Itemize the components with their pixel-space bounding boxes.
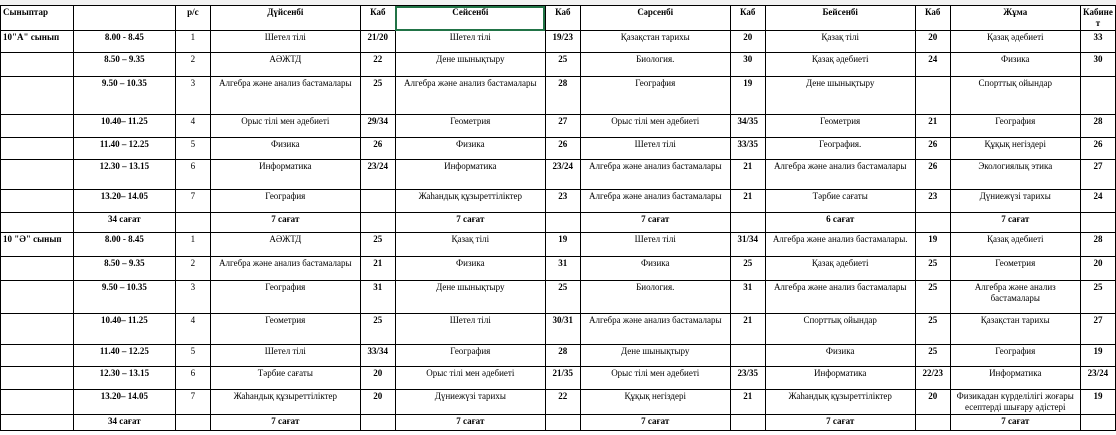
room-header[interactable]: Каб: [915, 6, 950, 31]
lesson-number[interactable]: 6: [175, 160, 210, 190]
room-cell[interactable]: 33/34: [360, 345, 395, 367]
weekly-total[interactable]: 34 сағат: [73, 213, 175, 233]
subject-cell[interactable]: География: [580, 77, 730, 115]
class-cell[interactable]: [1, 415, 74, 431]
subject-cell[interactable]: Физика: [765, 345, 915, 367]
subject-cell[interactable]: Алгебра және анализ бастамалары: [395, 77, 545, 115]
table-row: [1, 281, 1116, 314]
empty-cell[interactable]: [175, 415, 210, 431]
room-cell[interactable]: 20: [360, 367, 395, 390]
subject-cell[interactable]: Қазақ әдебиеті: [765, 53, 915, 77]
room-cell[interactable]: [730, 345, 765, 367]
subject-cell[interactable]: Орыс тілі мен әдебиеті: [580, 115, 730, 138]
room-cell[interactable]: 34/35: [730, 115, 765, 138]
room-cell[interactable]: 25: [545, 53, 580, 77]
room-header[interactable]: Каб: [730, 6, 765, 31]
room-cell[interactable]: 19: [545, 233, 580, 257]
day-total[interactable]: 7 сағат: [580, 415, 730, 431]
subject-cell[interactable]: Қазақстан тарихы: [950, 314, 1080, 345]
subject-cell[interactable]: Физика: [210, 138, 360, 160]
room-cell[interactable]: 27: [1080, 160, 1115, 190]
friday-header[interactable]: Жұма: [950, 6, 1080, 31]
empty-cell[interactable]: [730, 213, 765, 233]
room-cell[interactable]: 33/35: [730, 138, 765, 160]
subject-cell[interactable]: География: [395, 345, 545, 367]
subject-cell[interactable]: Информатика: [210, 160, 360, 190]
room-cell[interactable]: 22: [545, 390, 580, 415]
class-label[interactable]: 10"А" сынып: [1, 31, 74, 53]
room-cell[interactable]: 21: [730, 190, 765, 213]
subject-cell[interactable]: Дене шынықтыру: [580, 345, 730, 367]
lesson-time[interactable]: 8.50 – 9.35: [73, 53, 175, 77]
subject-cell[interactable]: Физика: [395, 138, 545, 160]
subject-cell[interactable]: Алгебра және анализ бастамалары: [950, 281, 1080, 314]
room-cell[interactable]: 23/24: [360, 160, 395, 190]
room-cell[interactable]: 25: [360, 77, 395, 115]
room-cell[interactable]: 22: [360, 53, 395, 77]
room-cell[interactable]: 26: [545, 138, 580, 160]
table-row: [1, 367, 1116, 390]
table-row: [1, 314, 1116, 345]
room-cell[interactable]: 21: [730, 314, 765, 345]
room-cell[interactable]: 19: [915, 233, 950, 257]
class-cell[interactable]: [1, 138, 74, 160]
room-cell[interactable]: 24: [915, 53, 950, 77]
room-cell[interactable]: 22/23: [915, 367, 950, 390]
room-cell[interactable]: 20: [915, 390, 950, 415]
subject-cell[interactable]: Алгебра және анализ бастамалары: [580, 314, 730, 345]
room-cell[interactable]: 30/31: [545, 314, 580, 345]
class-cell[interactable]: [1, 390, 74, 415]
monday-header[interactable]: Дүйсенбі: [210, 6, 360, 31]
subject-cell[interactable]: География.: [765, 138, 915, 160]
subject-cell[interactable]: Алгебра және анализ бастамалары: [580, 160, 730, 190]
thursday-header[interactable]: Бейсенбі: [765, 6, 915, 31]
ps-header[interactable]: р/с: [175, 6, 210, 31]
empty-cell[interactable]: [175, 213, 210, 233]
tuesday-header[interactable]: Сейсенбі: [395, 6, 545, 31]
room-cell[interactable]: 31/34: [730, 233, 765, 257]
lesson-time[interactable]: 10.40– 11.25: [73, 314, 175, 345]
room-cell[interactable]: 25: [915, 257, 950, 281]
lesson-number[interactable]: 7: [175, 390, 210, 415]
lesson-time[interactable]: 10.40– 11.25: [73, 115, 175, 138]
class-cell[interactable]: [1, 314, 74, 345]
table-row: [1, 31, 1116, 53]
room-cell[interactable]: 31: [360, 281, 395, 314]
subject-cell[interactable]: Дене шынықтыру: [395, 53, 545, 77]
table-row: [1, 115, 1116, 138]
room-cell[interactable]: 19: [730, 77, 765, 115]
time-header[interactable]: [73, 6, 175, 31]
room-cell[interactable]: 25: [360, 233, 395, 257]
empty-cell[interactable]: [545, 415, 580, 431]
total-row: [1, 415, 1116, 431]
room-cell[interactable]: 28: [545, 345, 580, 367]
room-cell[interactable]: 31: [545, 257, 580, 281]
room-cell[interactable]: 28: [545, 77, 580, 115]
subject-cell[interactable]: АӘЖТД: [210, 53, 360, 77]
subject-cell[interactable]: Алгебра және анализ бастамалары: [765, 160, 915, 190]
day-total[interactable]: 7 сағат: [395, 213, 545, 233]
room-cell[interactable]: 26: [915, 160, 950, 190]
lesson-time[interactable]: 9.50 – 10.35: [73, 77, 175, 115]
room-cell[interactable]: 23/24: [545, 160, 580, 190]
room-cell[interactable]: 23/35: [730, 367, 765, 390]
subject-cell[interactable]: Информатика: [395, 160, 545, 190]
room-cell[interactable]: 25: [915, 314, 950, 345]
subject-cell[interactable]: Шетел тілі: [580, 138, 730, 160]
empty-cell[interactable]: [1080, 213, 1115, 233]
subject-cell[interactable]: Алгебра және анализ бастамалары: [765, 281, 915, 314]
empty-cell[interactable]: [360, 213, 395, 233]
room-cell[interactable]: 27: [1080, 314, 1115, 345]
lesson-number[interactable]: 2: [175, 257, 210, 281]
lesson-time[interactable]: 13.20– 14.05: [73, 390, 175, 415]
empty-cell[interactable]: [915, 213, 950, 233]
room-cell[interactable]: 21/35: [545, 367, 580, 390]
subject-cell[interactable]: Дүниежүзі тарихы: [950, 190, 1080, 213]
room-cell[interactable]: 25: [730, 257, 765, 281]
room-cell[interactable]: 20: [360, 390, 395, 415]
class-cell[interactable]: [1, 53, 74, 77]
room-cell[interactable]: 21: [730, 160, 765, 190]
lesson-time[interactable]: 11.40 – 12.25: [73, 345, 175, 367]
subject-cell[interactable]: Алгебра және анализ бастамалары: [580, 190, 730, 213]
subject-cell[interactable]: Физика: [395, 257, 545, 281]
room-cell[interactable]: 21: [730, 390, 765, 415]
lesson-number[interactable]: 3: [175, 281, 210, 314]
subject-cell[interactable]: Геометрия: [950, 257, 1080, 281]
lesson-number[interactable]: 4: [175, 314, 210, 345]
day-total[interactable]: 6 сағат: [765, 213, 915, 233]
room-cell[interactable]: 19: [1080, 345, 1115, 367]
subject-cell[interactable]: Шетел тілі: [580, 233, 730, 257]
subject-cell[interactable]: Экологиялық этика: [950, 160, 1080, 190]
table-row: [1, 53, 1116, 77]
subject-cell[interactable]: Құқық негіздері: [950, 138, 1080, 160]
subject-cell[interactable]: Информатика: [765, 367, 915, 390]
day-total[interactable]: 7 сағат: [395, 415, 545, 431]
empty-cell[interactable]: [915, 415, 950, 431]
empty-cell[interactable]: [545, 213, 580, 233]
timetable-grid: [0, 5, 1116, 431]
subject-cell[interactable]: Биология.: [580, 53, 730, 77]
subject-cell[interactable]: Қазақ әдебиеті: [765, 257, 915, 281]
subject-cell[interactable]: География: [950, 345, 1080, 367]
room-cell[interactable]: 29/34: [360, 115, 395, 138]
class-cell[interactable]: [1, 367, 74, 390]
room-cell[interactable]: 26: [360, 138, 395, 160]
subject-cell[interactable]: Физика: [580, 257, 730, 281]
weekly-total[interactable]: 34 сағат: [73, 415, 175, 431]
lesson-time[interactable]: 8.00 - 8.45: [73, 31, 175, 53]
subject-cell[interactable]: Физикадан күрделілігі жоғары есептерді шығару әдістері: [950, 390, 1080, 415]
subject-cell[interactable]: Геометрия: [395, 115, 545, 138]
lesson-number[interactable]: 6: [175, 367, 210, 390]
class-cell[interactable]: [1, 77, 74, 115]
room-cell[interactable]: [360, 190, 395, 213]
room-cell[interactable]: 20: [730, 31, 765, 53]
empty-cell[interactable]: [730, 415, 765, 431]
room-cell[interactable]: 30: [730, 53, 765, 77]
lesson-number[interactable]: 4: [175, 115, 210, 138]
lesson-time[interactable]: 12.30 – 13.15: [73, 160, 175, 190]
subject-cell[interactable]: Жаһандық құзыреттіліктер: [765, 390, 915, 415]
subject-cell[interactable]: География: [210, 190, 360, 213]
subject-cell[interactable]: Қазақ әдебиеті: [950, 31, 1080, 53]
subject-cell[interactable]: Орыс тілі мен әдебиеті: [395, 367, 545, 390]
room-cell[interactable]: 19: [1080, 390, 1115, 415]
subject-cell[interactable]: Тәрбие сағаты: [765, 190, 915, 213]
subject-cell[interactable]: Қазақстан тарихы: [580, 31, 730, 53]
room-header[interactable]: Кабине т: [1080, 6, 1115, 31]
lesson-number[interactable]: 5: [175, 138, 210, 160]
room-cell[interactable]: 20: [1080, 257, 1115, 281]
total-row: [1, 213, 1116, 233]
header-row: [1, 6, 1116, 31]
class-cell[interactable]: [1, 213, 74, 233]
subject-cell[interactable]: Дене шынықтыру: [395, 281, 545, 314]
room-cell[interactable]: 25: [1080, 281, 1115, 314]
room-header[interactable]: Каб: [545, 6, 580, 31]
day-total[interactable]: 7 сағат: [580, 213, 730, 233]
room-cell[interactable]: 23: [545, 190, 580, 213]
subject-cell[interactable]: Шетел тілі: [395, 314, 545, 345]
table-row: [1, 77, 1116, 115]
wednesday-header[interactable]: Сәрсенбі: [580, 6, 730, 31]
classes-header[interactable]: Сыныптар: [1, 6, 74, 31]
room-cell[interactable]: 24: [1080, 190, 1115, 213]
day-total[interactable]: 7 сағат: [210, 415, 360, 431]
class-cell[interactable]: [1, 190, 74, 213]
subject-cell[interactable]: География: [210, 281, 360, 314]
subject-cell[interactable]: Жаһандық құзыреттіліктер: [210, 390, 360, 415]
subject-cell[interactable]: Қазақ әдебиеті: [950, 233, 1080, 257]
lesson-number[interactable]: 5: [175, 345, 210, 367]
subject-cell[interactable]: Физика: [950, 53, 1080, 77]
subject-cell[interactable]: География: [950, 115, 1080, 138]
day-total[interactable]: 7 сағат: [210, 213, 360, 233]
day-total[interactable]: 7 сағат: [950, 415, 1080, 431]
class-cell[interactable]: [1, 115, 74, 138]
lesson-time[interactable]: 8.50 – 9.35: [73, 257, 175, 281]
lesson-number[interactable]: 7: [175, 190, 210, 213]
lesson-time[interactable]: 8.00 - 8.45: [73, 233, 175, 257]
subject-cell[interactable]: Шетел тілі: [210, 345, 360, 367]
subject-cell[interactable]: Қазақ тілі: [765, 31, 915, 53]
subject-cell[interactable]: Алгебра және анализ бастамалары: [210, 257, 360, 281]
lesson-number[interactable]: 1: [175, 233, 210, 257]
subject-cell[interactable]: Дүниежүзі тарихы: [395, 390, 545, 415]
table-row: [1, 190, 1116, 213]
empty-cell[interactable]: [360, 415, 395, 431]
subject-cell[interactable]: Орыс тілі мен әдебиеті: [210, 115, 360, 138]
room-cell[interactable]: [915, 77, 950, 115]
room-cell[interactable]: [1080, 77, 1115, 115]
subject-cell[interactable]: Жаһандық құзыреттіліктер: [395, 190, 545, 213]
table-row: [1, 257, 1116, 281]
room-cell[interactable]: 25: [360, 314, 395, 345]
subject-cell[interactable]: Геометрия: [765, 115, 915, 138]
room-cell[interactable]: 27: [545, 115, 580, 138]
empty-cell[interactable]: [1080, 415, 1115, 431]
subject-cell[interactable]: Шетел тілі: [210, 31, 360, 53]
room-cell[interactable]: 19/23: [545, 31, 580, 53]
class-cell[interactable]: [1, 345, 74, 367]
room-cell[interactable]: 26: [1080, 138, 1115, 160]
room-cell[interactable]: 30: [1080, 53, 1115, 77]
subject-cell[interactable]: АӘЖТД: [210, 233, 360, 257]
subject-cell[interactable]: Спорттық ойындар: [950, 77, 1080, 115]
room-cell[interactable]: 25: [915, 281, 950, 314]
subject-cell[interactable]: Алгебра және анализ бастамалары: [210, 77, 360, 115]
room-cell[interactable]: 28: [1080, 115, 1115, 138]
subject-cell[interactable]: Қазақ тілі: [395, 233, 545, 257]
lesson-time[interactable]: 12.30 – 13.15: [73, 367, 175, 390]
room-cell[interactable]: 25: [915, 345, 950, 367]
room-cell[interactable]: 21: [915, 115, 950, 138]
room-cell[interactable]: 31: [730, 281, 765, 314]
room-cell[interactable]: 21/20: [360, 31, 395, 53]
subject-cell[interactable]: Алгебра және анализ бастамалары.: [765, 233, 915, 257]
day-total[interactable]: 7 сағат: [950, 213, 1080, 233]
subject-cell[interactable]: Тәрбие сағаты: [210, 367, 360, 390]
room-cell[interactable]: 21: [360, 257, 395, 281]
subject-cell[interactable]: Информатика: [950, 367, 1080, 390]
room-cell[interactable]: 28: [1080, 233, 1115, 257]
lesson-number[interactable]: 3: [175, 77, 210, 115]
class-cell[interactable]: [1, 257, 74, 281]
room-cell[interactable]: 26: [915, 138, 950, 160]
room-cell[interactable]: 23: [915, 190, 950, 213]
lesson-time[interactable]: 13.20– 14.05: [73, 190, 175, 213]
room-cell[interactable]: 33: [1080, 31, 1115, 53]
subject-cell[interactable]: Орыс тілі мен әдебиеті: [580, 367, 730, 390]
subject-cell[interactable]: Биология.: [580, 281, 730, 314]
room-cell[interactable]: 23/24: [1080, 367, 1115, 390]
table-row: [1, 390, 1116, 415]
subject-cell[interactable]: Геометрия: [210, 314, 360, 345]
table-row: [1, 233, 1116, 257]
lesson-time[interactable]: 11.40 – 12.25: [73, 138, 175, 160]
room-header[interactable]: Каб: [360, 6, 395, 31]
room-cell[interactable]: 20: [915, 31, 950, 53]
class-cell[interactable]: [1, 160, 74, 190]
table-row: [1, 138, 1116, 160]
subject-cell[interactable]: Шетел тілі: [395, 31, 545, 53]
subject-cell[interactable]: Құқық негіздері: [580, 390, 730, 415]
class-label[interactable]: 10 "Ә" сынып: [1, 233, 74, 257]
lesson-number[interactable]: 1: [175, 31, 210, 53]
lesson-number[interactable]: 2: [175, 53, 210, 77]
table-row: [1, 345, 1116, 367]
day-total[interactable]: 7 сағат: [765, 415, 915, 431]
subject-cell[interactable]: Дене шынықтыру: [765, 77, 915, 115]
room-cell[interactable]: 25: [545, 281, 580, 314]
class-cell[interactable]: [1, 281, 74, 314]
subject-cell[interactable]: Спорттық ойындар: [765, 314, 915, 345]
table-row: [1, 160, 1116, 190]
lesson-time[interactable]: 9.50 – 10.35: [73, 281, 175, 314]
